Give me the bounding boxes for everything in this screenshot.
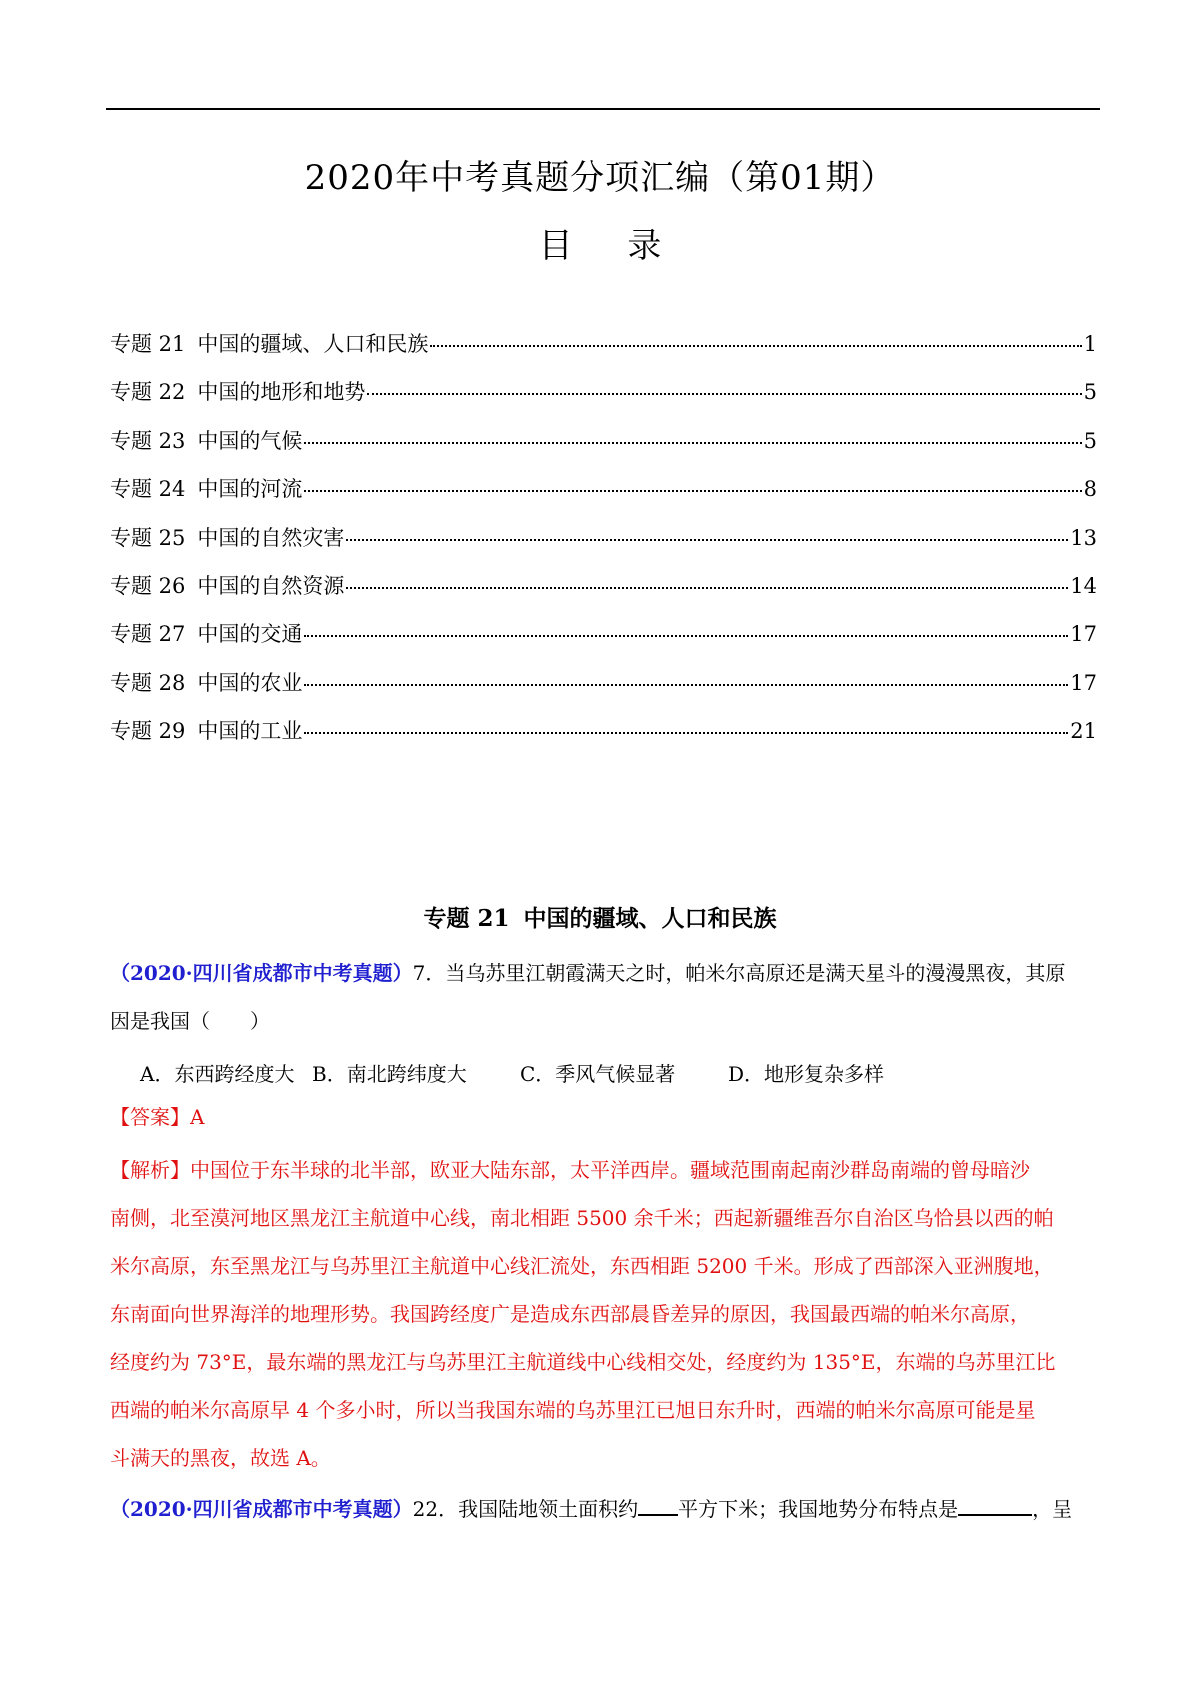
toc-item[interactable] bbox=[110, 618, 1097, 666]
toc-item[interactable] bbox=[110, 473, 1097, 521]
toc-item[interactable] bbox=[110, 667, 1097, 715]
fill-blank-1[interactable] bbox=[638, 1494, 678, 1516]
toc-item-title: 中国的河流 bbox=[197, 477, 303, 502]
toc-item-page: 1 bbox=[1083, 332, 1097, 356]
analysis-block bbox=[110, 1146, 1100, 1482]
option-d: D．地形复杂多样 bbox=[728, 1062, 885, 1086]
toc-item-number: 专题 25 bbox=[110, 525, 186, 550]
toc-item-number: 专题 26 bbox=[110, 573, 186, 598]
question-1-line-2: 因是我国（ ） bbox=[110, 1009, 270, 1033]
section-name: 中国的疆域、人口和民族 bbox=[523, 905, 777, 932]
toc-item-page: 21 bbox=[1070, 719, 1097, 744]
analysis-line: 西端的帕米尔高原早 4 个多小时，所以当我国东端的乌苏里江已旭日东升时，西端的帕米尔高原可能是星 bbox=[110, 1398, 1036, 1422]
toc-leader-dots bbox=[430, 345, 1081, 347]
toc-item-title: 中国的农业 bbox=[197, 670, 303, 695]
table-of-contents bbox=[110, 328, 1097, 764]
toc-leader-dots bbox=[304, 490, 1081, 492]
analysis-line: 经度约为 73°E，最东端的黑龙江与乌苏里江主航道线中心线相交处，经度约为 135°E，东端的乌苏里江比 bbox=[110, 1350, 1056, 1374]
toc-item-title: 中国的气候 bbox=[197, 428, 303, 453]
question-text: 7．当乌苏里江朝霞满天之时，帕米尔高原还是满天星斗的漫漫黑夜，其原 bbox=[412, 961, 1066, 985]
toc-item-title: 中国的交通 bbox=[197, 622, 303, 647]
toc-leader-dots bbox=[367, 393, 1081, 395]
toc-item-number: 专题 24 bbox=[110, 477, 186, 502]
analysis-line: 东南面向世界海洋的地理形势。我国跨经度广是造成东西部晨昏差异的原因，我国最西端的帕米尔高原， bbox=[110, 1302, 1030, 1326]
toc-item-page: 13 bbox=[1070, 525, 1097, 550]
toc-item[interactable] bbox=[110, 715, 1097, 763]
section-number: 专题 21 bbox=[423, 905, 510, 932]
question-1-line-1 bbox=[110, 949, 1100, 997]
analysis-line: 米尔高原，东至黑龙江与乌苏里江主航道中心线汇流处，东西相距 5200 千米。形成了西部深入亚洲腹地， bbox=[110, 1254, 1054, 1278]
header-rule bbox=[106, 108, 1100, 110]
analysis-line: 南侧，北至漠河地区黑龙江主航道中心线，南北相距 5500 余千米；西起新疆维吾尔自治区乌恰县以西的帕 bbox=[110, 1206, 1054, 1230]
toc-item-title: 中国的地形和地势 bbox=[197, 380, 366, 405]
toc-item-title: 中国的自然资源 bbox=[197, 573, 345, 598]
toc-item-number: 专题 27 bbox=[110, 622, 186, 647]
toc-leader-dots bbox=[304, 635, 1068, 637]
toc-item-number: 专题 29 bbox=[110, 719, 186, 744]
toc-item-title: 中国的自然灾害 bbox=[197, 525, 345, 550]
toc-leader-dots bbox=[304, 732, 1068, 734]
toc-item[interactable] bbox=[110, 522, 1097, 570]
analysis-label: 【解析】 bbox=[110, 1158, 190, 1182]
toc-leader-dots bbox=[304, 442, 1081, 444]
option-c: C．季风气候显著 bbox=[520, 1062, 676, 1086]
answer-line bbox=[110, 1093, 1100, 1141]
toc-heading: 目 录 bbox=[538, 226, 684, 266]
answer-options bbox=[140, 1058, 884, 1087]
toc-item[interactable] bbox=[110, 376, 1097, 424]
question-2-line-1: （2020·四川省成都市中考真题）22．我国陆地领土面积约 平方下米；我国地势分布特点是 ，呈 bbox=[110, 1485, 1100, 1533]
toc-leader-dots bbox=[346, 587, 1068, 589]
toc-item-number: 专题 28 bbox=[110, 670, 186, 695]
fill-blank-2[interactable] bbox=[958, 1494, 1032, 1516]
option-a: A．东西跨经度大 bbox=[140, 1062, 295, 1086]
toc-item-number: 专题 23 bbox=[110, 428, 186, 453]
toc-item-page: 17 bbox=[1070, 670, 1097, 695]
answer-label: 【答案】 bbox=[110, 1105, 190, 1129]
toc-item-page: 5 bbox=[1083, 380, 1097, 405]
toc-item[interactable] bbox=[110, 425, 1097, 473]
section-title bbox=[0, 900, 1200, 933]
toc-item-page: 5 bbox=[1083, 428, 1097, 453]
toc-item[interactable] bbox=[110, 328, 1097, 376]
toc-item-page: 14 bbox=[1070, 573, 1097, 598]
toc-item-title: 中国的疆域、人口和民族 bbox=[197, 332, 429, 356]
document-title: 2020年中考真题分项汇编（第01期） bbox=[304, 158, 896, 198]
toc-item-page: 17 bbox=[1070, 622, 1097, 647]
toc-item[interactable] bbox=[110, 570, 1097, 618]
toc-item-number: 专题 21 bbox=[110, 332, 186, 356]
analysis-line: 斗满天的黑夜，故选 A。 bbox=[110, 1446, 331, 1470]
analysis-line: 【解析】中国位于东半球的北半部，欧亚大陆东部，太平洋西岸。疆域范围南起南沙群岛南端的曾母暗沙 bbox=[110, 1158, 1030, 1182]
toc-leader-dots bbox=[304, 684, 1068, 686]
toc-item-page: 8 bbox=[1083, 477, 1097, 502]
question-source: （2020·四川省成都市中考真题） bbox=[110, 961, 413, 985]
toc-item-number: 专题 22 bbox=[110, 380, 186, 405]
toc-leader-dots bbox=[346, 539, 1068, 541]
answer-value: A bbox=[190, 1105, 205, 1129]
toc-item-title: 中国的工业 bbox=[197, 719, 303, 744]
question-source: （2020·四川省成都市中考真题） bbox=[110, 1497, 413, 1521]
option-b: B．南北跨纬度大 bbox=[312, 1062, 467, 1086]
